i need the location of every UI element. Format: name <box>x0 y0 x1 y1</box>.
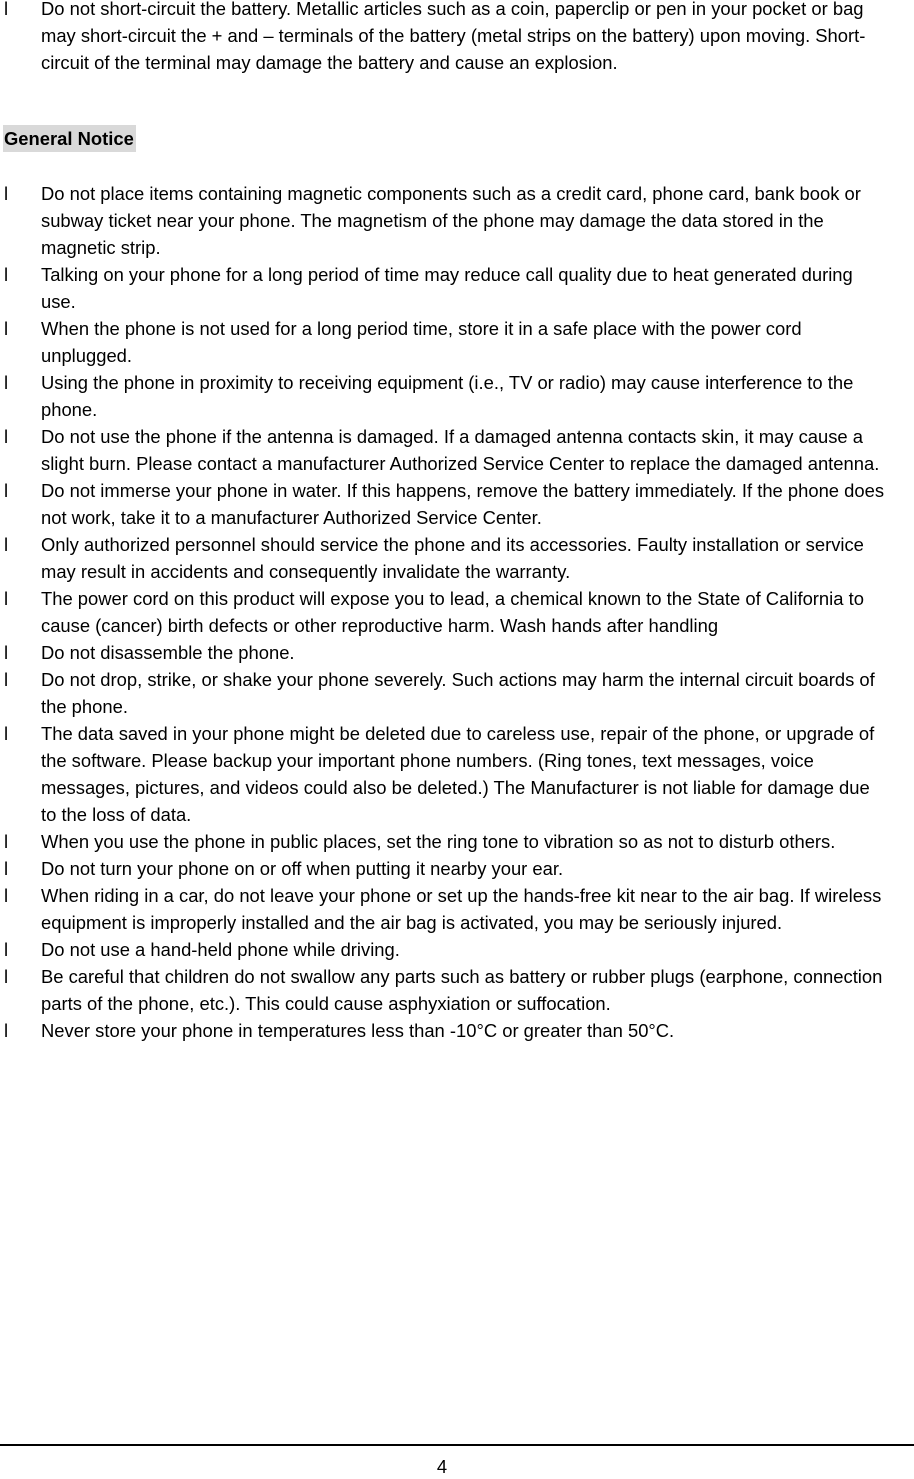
list-item-text: Talking on your phone for a long period of time may reduce call quality due to heat generated during use. <box>41 264 853 312</box>
list-item-text: Do not use a hand-held phone while driving. <box>41 939 400 960</box>
list-item <box>0 639 914 666</box>
list-item-text: When the phone is not used for a long period time, store it in a safe place with the power cord unplugged. <box>41 318 802 366</box>
bullet-marker: l <box>4 426 9 447</box>
list-item <box>0 855 914 882</box>
bullet-marker: l <box>4 858 9 879</box>
list-item <box>0 0 914 76</box>
list-item <box>0 963 914 1017</box>
list-item-text: The data saved in your phone might be deleted due to careless use, repair of the phone, or upgrade of the software. Please backup your important phone numbers. (Ring tones, text messages, voice messages, pictures, and videos could also be deleted.) The Manufacturer is not liable for damage due to the loss of data. <box>41 723 875 825</box>
bullet-marker: l <box>4 183 9 204</box>
bullet-marker: l <box>4 372 9 393</box>
bullet-marker: l <box>4 480 9 501</box>
bullet-marker: l <box>4 831 9 852</box>
bullet-marker: l <box>4 318 9 339</box>
list-item <box>0 585 914 639</box>
bullet-marker: l <box>4 723 9 744</box>
list-item <box>0 1017 914 1044</box>
list-item-text: Do not short-circuit the battery. Metallic articles such as a coin, paperclip or pen in your pocket or bag may short-circuit the + and – terminals of the battery (metal strips on the battery) upon moving. Short-circuit of the terminal may damage the battery and cause an explosion. <box>41 0 866 73</box>
list-item <box>0 828 914 855</box>
section-heading: General Notice <box>3 125 136 152</box>
bullet-marker: l <box>4 1020 9 1041</box>
list-item <box>0 180 914 261</box>
general-notice-list <box>0 180 914 1044</box>
bullet-marker: l <box>4 966 9 987</box>
list-item-text: Only authorized personnel should service the phone and its accessories. Faulty installation or service may result in accidents and consequently invalidate the warranty. <box>41 534 864 582</box>
bullet-marker: l <box>4 264 9 285</box>
bullet-marker: l <box>4 939 9 960</box>
list-item <box>0 423 914 477</box>
battery-warning-list <box>0 0 914 76</box>
list-item <box>0 369 914 423</box>
list-item <box>0 936 914 963</box>
list-item <box>0 666 914 720</box>
list-item-text: Do not place items containing magnetic components such as a credit card, phone card, bank book or subway ticket near your phone. The magnetism of the phone may damage the data stored in the magnetic strip. <box>41 183 861 258</box>
list-item-text: The power cord on this product will expose you to lead, a chemical known to the State of California to cause (cancer) birth defects or other reproductive harm. Wash hands after handling <box>41 588 864 636</box>
bullet-marker: l <box>4 885 9 906</box>
bullet-marker: l <box>4 534 9 555</box>
bullet-marker: l <box>4 0 9 19</box>
bullet-marker: l <box>4 588 9 609</box>
bullet-marker: l <box>4 669 9 690</box>
list-item <box>0 531 914 585</box>
list-item <box>0 261 914 315</box>
list-item-text: Never store your phone in temperatures less than -10°C or greater than 50°C. <box>41 1020 675 1041</box>
list-item <box>0 315 914 369</box>
list-item-text: Do not immerse your phone in water. If this happens, remove the battery immediately. If the phone does not work, take it to a manufacturer Authorized Service Center. <box>41 480 885 528</box>
list-item-text: When you use the phone in public places, set the ring tone to vibration so as not to disturb others. <box>41 831 836 852</box>
list-item-text: Do not turn your phone on or off when putting it nearby your ear. <box>41 858 564 879</box>
list-item <box>0 477 914 531</box>
list-item-text: Do not use the phone if the antenna is damaged. If a damaged antenna contacts skin, it may cause a slight burn. Please contact a manufacturer Authorized Service Center to replace the damaged antenna. <box>41 426 880 474</box>
list-item-text: Be careful that children do not swallow any parts such as battery or rubber plugs (earphone, connection parts of the phone, etc.). This could cause asphyxiation or suffocation. <box>41 966 883 1014</box>
list-item-text: Using the phone in proximity to receiving equipment (i.e., TV or radio) may cause interference to the phone. <box>41 372 854 420</box>
list-item <box>0 882 914 936</box>
bullet-marker: l <box>4 642 9 663</box>
footer-divider <box>0 1444 914 1446</box>
list-item-text: When riding in a car, do not leave your phone or set up the hands-free kit near to the air bag. If wireless equipment is improperly installed and the air bag is activated, you may be seriously injured. <box>41 885 882 933</box>
list-item-text: Do not disassemble the phone. <box>41 642 295 663</box>
page-number: 4 <box>436 1456 448 1477</box>
list-item <box>0 720 914 828</box>
list-item-text: Do not drop, strike, or shake your phone severely. Such actions may harm the internal circuit boards of the phone. <box>41 669 875 717</box>
